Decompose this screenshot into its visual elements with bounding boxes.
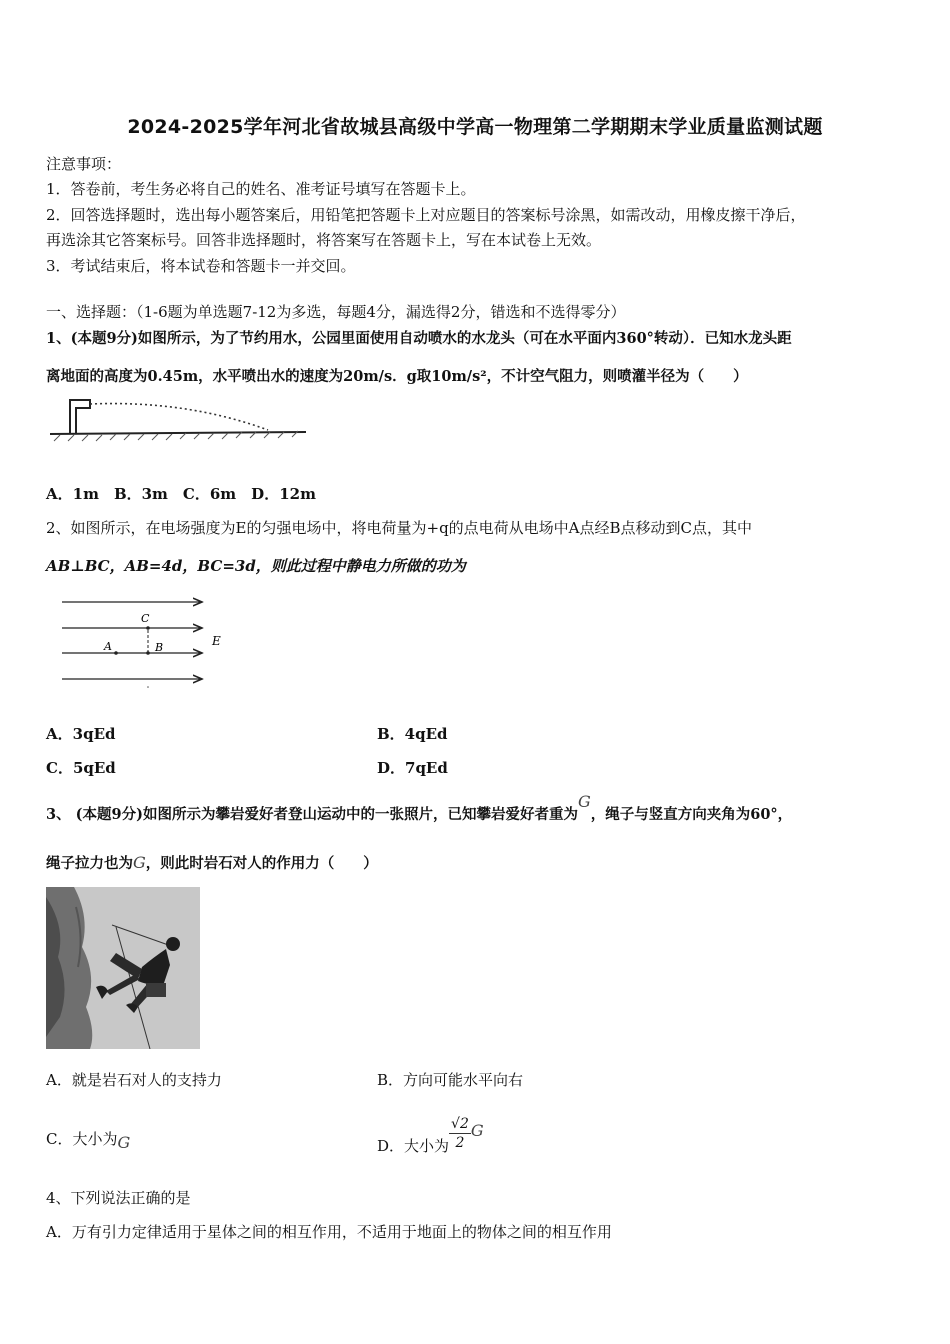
point-b — [146, 651, 150, 655]
q3-line-2 — [46, 852, 378, 873]
notice-heading: 注意事项： — [46, 155, 122, 173]
q3-option-b: B．方向可能水平向右 — [377, 1071, 524, 1089]
climber-head — [166, 937, 180, 951]
section-heading: 一、选择题：（1-6题为单选题7-12为多选，每题4分，漏选得2分，错选和不选得零分） — [46, 303, 626, 321]
q1-line-2: 离地面的高度为0.45m，水平喷出水的速度为20m/s．g取10m/s²，不计空气阻力，则喷灌半径为（ ） — [46, 368, 748, 385]
fountain-figure — [46, 392, 310, 446]
page-title: 2024-2025学年河北省故城县高级中学高一物理第二学期期末学业质量监测试题 — [127, 116, 823, 138]
water-trajectory — [90, 404, 268, 430]
q2-line-1: 2、如图所示，在电场强度为E的匀强电场中，将电荷量为+q的点电荷从电场中A点经B点移动到C点，其中 — [46, 519, 753, 537]
label-b: B — [155, 641, 164, 654]
q3-option-d-fraction — [449, 1115, 471, 1152]
fraction-denominator: 2 — [455, 1135, 465, 1151]
q1-line-1: 1、(本题9分)如图所示，为了节约用水，公园里面使用自动喷水的水龙头（可在水平面内360°转动）．已知水龙头距 — [46, 330, 792, 347]
q2-option-b: B．4qEd — [377, 725, 448, 743]
q3-option-c — [46, 1128, 131, 1152]
q3-option-d-symbol: G — [470, 1120, 484, 1140]
notice-item-1: 1．答卷前，考生务必将自己的姓名、准考证号填写在答题卡上。 — [46, 180, 476, 198]
q3-option-d-text: D．大小为 — [377, 1136, 450, 1155]
q2-option-a: A．3qEd — [46, 725, 116, 743]
point-a — [114, 651, 118, 655]
q3-symbol-g2: G — [133, 853, 146, 872]
point-c — [146, 626, 150, 630]
faucet-pipe — [70, 400, 90, 434]
notice-item-2: 2．回答选择题时，选出每小题答案后，用铅笔把答题卡上对应题目的答案标号涂黑，如需改动，用橡皮擦干净后， — [46, 206, 806, 224]
q1-options: A．1m B．3m C．6m D．12m — [46, 485, 316, 503]
notice-item-3: 3．考试结束后，将本试卷和答题卡一并交回。 — [46, 257, 356, 275]
q3-option-c-symbol: G — [117, 1133, 131, 1152]
q3-line-1-text: 3、 (本题9分)如图所示为攀岩爱好者登山运动中的一张照片，已知攀岩爱好者重为 — [46, 806, 578, 823]
q3-line-1-tail: ，绳子与竖直方向夹角为60°， — [590, 806, 793, 823]
electric-field-figure — [56, 590, 236, 694]
notice-item-2-cont: 再选涂其它答案标号。回答非选择题时，将答案写在答题卡上，写在本试卷上无效。 — [46, 231, 602, 249]
q3-option-d — [377, 1103, 484, 1155]
q3-line-2-tail: ，则此时岩石对人的作用力（ ） — [145, 855, 378, 872]
q3-option-a: A．就是岩石对人的支持力 — [46, 1071, 222, 1089]
q4-line-1: 4、下列说法正确的是 — [46, 1189, 191, 1207]
fraction-numerator: √2 — [451, 1116, 469, 1132]
q3-line-2-text: 绳子拉力也为 — [46, 855, 133, 872]
label-c: C — [141, 612, 150, 625]
q3-line-1 — [46, 792, 793, 824]
label-a: A — [104, 640, 112, 653]
q2-option-d: D．7qEd — [377, 759, 448, 777]
q3-symbol-g: G — [577, 792, 591, 811]
q2-line-2: AB⊥BC，AB=4d，BC=3d，则此过程中静电力所做的功为 — [46, 557, 466, 575]
label-e: E — [212, 634, 221, 648]
q3-option-c-text: C．大小为 — [46, 1130, 118, 1148]
climber-photo — [46, 887, 200, 1049]
q2-option-c: C．5qEd — [46, 759, 116, 777]
q4-option-a: A．万有引力定律适用于星体之间的相互作用，不适用于地面上的物体之间的相互作用 — [46, 1223, 612, 1241]
